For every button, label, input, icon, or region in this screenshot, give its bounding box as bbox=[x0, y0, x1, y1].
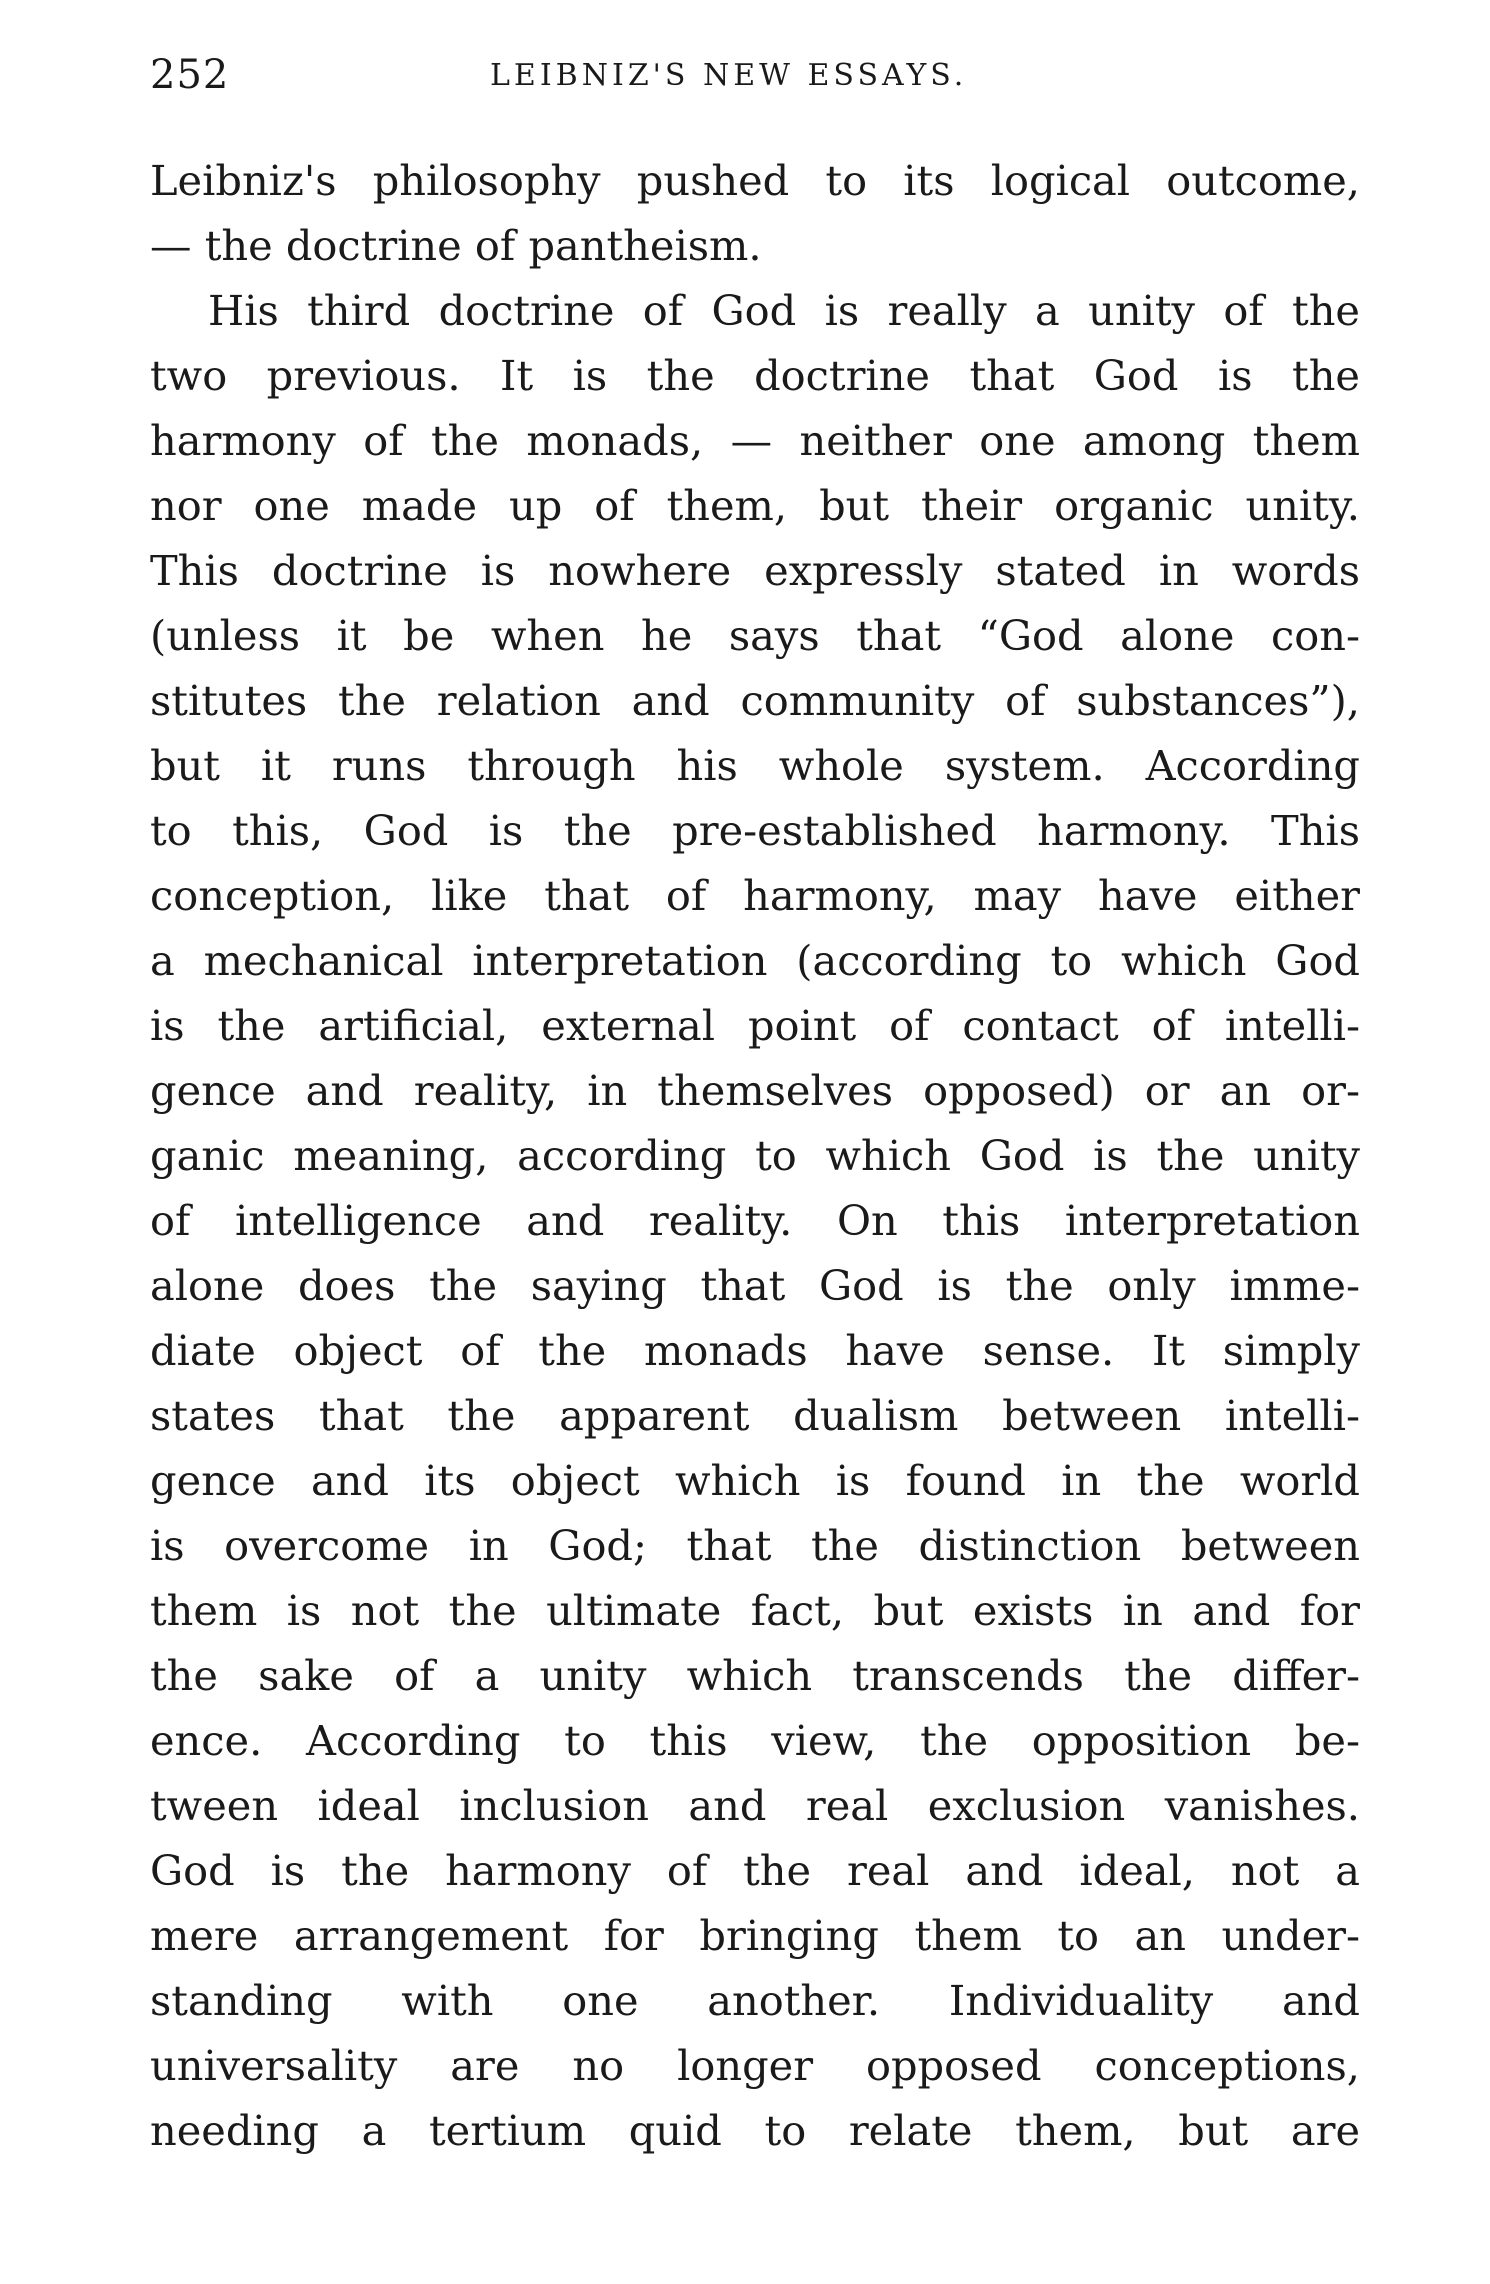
page-number: 252 bbox=[150, 52, 230, 98]
text-line: This doctrine is nowhere expressly stated in words bbox=[150, 546, 1360, 595]
text-line: harmony of the monads, — neither one among them bbox=[150, 416, 1360, 465]
text-line: nor one made up of them, but their organic unity. bbox=[150, 481, 1360, 530]
text-line: the sake of a unity which transcends the differ- bbox=[150, 1651, 1360, 1700]
text-line: God is the harmony of the real and ideal, not a bbox=[150, 1846, 1360, 1895]
text-line: — the doctrine of pantheism. bbox=[150, 221, 762, 270]
text-line: ence. According to this view, the opposition be- bbox=[150, 1716, 1360, 1765]
text-line: them is not the ultimate fact, but exists in and for bbox=[150, 1586, 1360, 1635]
text-line: tween ideal inclusion and real exclusion vanishes. bbox=[150, 1781, 1360, 1830]
text-line: gence and reality, in themselves opposed) or an or- bbox=[150, 1066, 1360, 1115]
text-line: (unless it be when he says that “God alone con- bbox=[150, 611, 1360, 660]
text-line: is overcome in God; that the distinction between bbox=[150, 1521, 1360, 1570]
text-line: two previous. It is the doctrine that God is the bbox=[150, 351, 1360, 400]
text-line: but it runs through his whole system. According bbox=[150, 741, 1360, 790]
text-line: conception, like that of harmony, may have either bbox=[150, 871, 1360, 920]
text-line: is the artificial, external point of contact of intelli- bbox=[150, 1001, 1360, 1050]
body-text bbox=[150, 148, 1360, 2163]
text-line: universality are no longer opposed conceptions, bbox=[150, 2041, 1360, 2090]
text-line: ganic meaning, according to which God is the unity bbox=[150, 1131, 1360, 1180]
text-line: Leibniz's philosophy pushed to its logical outcome, bbox=[150, 156, 1360, 205]
text-line: His third doctrine of God is really a unity of the bbox=[208, 286, 1360, 335]
text-line: to this, God is the pre-established harmony. This bbox=[150, 806, 1360, 855]
text-line: mere arrangement for bringing them to an under- bbox=[150, 1911, 1360, 1960]
text-line: diate object of the monads have sense. It simply bbox=[150, 1326, 1360, 1375]
text-line: alone does the saying that God is the only imme- bbox=[150, 1261, 1360, 1310]
text-line: stitutes the relation and community of substances”), bbox=[150, 676, 1360, 725]
text-line: of intelligence and reality. On this interpretation bbox=[150, 1196, 1360, 1245]
text-line: states that the apparent dualism between intelli- bbox=[150, 1391, 1360, 1440]
text-line: gence and its object which is found in the world bbox=[150, 1456, 1360, 1505]
text-line: a mechanical interpretation (according to which God bbox=[150, 936, 1360, 985]
running-head: LEIBNIZ'S NEW ESSAYS. bbox=[490, 58, 968, 93]
page-header bbox=[150, 52, 1360, 112]
text-line: standing with one another. Individuality and bbox=[150, 1976, 1360, 2025]
text-line: needing a tertium quid to relate them, but are bbox=[150, 2106, 1360, 2155]
